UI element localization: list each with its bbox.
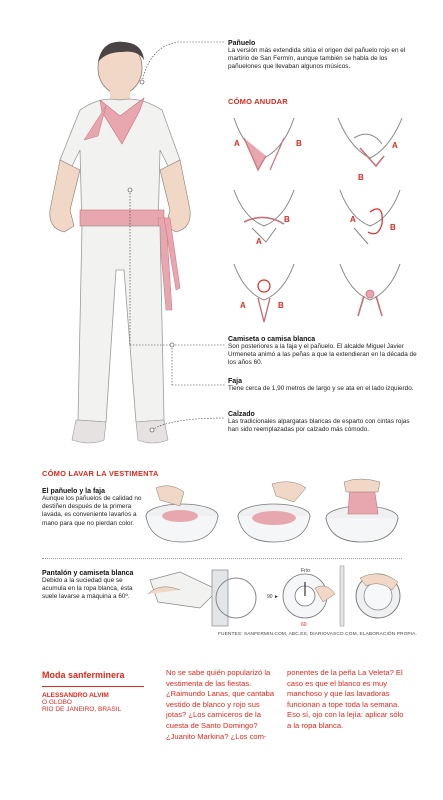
footer-location: RIO DE JANEIRO, BRASIL xyxy=(42,706,122,713)
footer-column-1: No se sabe quién popularizó la vestimenta de las fiestas. ¿Raimundo Lanas, que cantaba vestido de blanco y rojo sus jotas? ¿Los carniceros de la cuesta de Santo Domingo? ¿Juanito Markina? ¿Los com- xyxy=(166,668,275,741)
hand-wash-illustrations xyxy=(140,478,402,550)
pantalon-block xyxy=(42,570,140,602)
knot-step-5 xyxy=(214,256,314,334)
camiseta-block xyxy=(228,336,418,368)
sources-credit: FUENTES: SANFERMIN.COM, ABC.ES, DIARIOVASCO.COM, ELABORACIÓN PROPIA. xyxy=(218,632,417,637)
footer-section-title: Moda sanferminera xyxy=(42,670,125,680)
como-anudar-title: CÓMO ANUDAR xyxy=(228,97,288,106)
knot-step-2 xyxy=(320,108,420,186)
panuelo-block xyxy=(228,40,408,72)
knot-step-6 xyxy=(320,256,420,334)
calzado-title: Calzado xyxy=(228,411,255,418)
panuelo-faja-block xyxy=(42,488,142,528)
knot-label-b: B xyxy=(278,301,284,310)
camiseta-title: Camiseta o camisa blanca xyxy=(228,336,316,343)
knot-step-3 xyxy=(214,182,314,260)
footer-rule xyxy=(42,686,144,687)
dial-label-top: Frío xyxy=(301,568,310,574)
divider xyxy=(42,558,402,559)
knot-label-b: B xyxy=(390,223,396,232)
machine-wash-illustrations xyxy=(140,562,405,630)
camiseta-text: Son posteriores a la faja y el pañuelo. El alcalde Miguel Javier Urmeneta animó a las peñas a que la extendieran en la década de los años 60. xyxy=(228,343,417,367)
dial-label-left: 90 ► xyxy=(267,594,279,600)
pantalon-title: Pantalón y camiseta blanca xyxy=(42,570,134,577)
knot-label-a: A xyxy=(240,301,246,310)
knot-step-1 xyxy=(214,108,314,186)
knot-label-a: A xyxy=(256,237,262,246)
knot-steps-grid xyxy=(214,108,429,330)
panuelo-faja-title: El pañuelo y la faja xyxy=(42,488,106,495)
faja-text: Tiene cerca de 1,90 metros de largo y se ata en el lado izquierdo. xyxy=(228,385,414,392)
calzado-block xyxy=(228,411,413,434)
knot-label-a: A xyxy=(350,215,356,224)
faja-title: Faja xyxy=(228,378,243,385)
footer-byline xyxy=(42,670,152,713)
pantalon-text: Debido a la suciedad que se acumula en la ropa blanca, ésta suele lavarse a máquina a 60º. xyxy=(42,577,133,601)
calzado-text: Las tradicionales alpargatas blancas de esparto con cintas rojas han sido reemplazadas por calzado más cómodo. xyxy=(228,418,410,434)
knot-label-a: A xyxy=(234,139,240,148)
knot-label-b: B xyxy=(358,173,364,182)
panuelo-text: La versión más extendida sitúa el origen del pañuelo rojo en el martirio de San Fermín, aunque también se habla de los pañuelones que llevaban algunos músicos. xyxy=(228,47,406,71)
knot-label-b: B xyxy=(284,215,290,224)
knot-step-4 xyxy=(320,182,420,260)
faja-block xyxy=(228,378,418,393)
knot-label-b: B xyxy=(296,139,302,148)
knot-label-a: A xyxy=(392,141,398,150)
footer-column-2: ponentes de la peña La Veleta? El caso es que el blanco es muy manchoso y que las lavadoras funcionan a tope toda la semana. Eso sí, ojo con la lejía: aplicar sólo a la ropa blanca. xyxy=(287,668,404,730)
footer-author: ALESSANDRO ALVIM xyxy=(42,692,109,699)
panuelo-faja-text: Aunque los pañuelos de calidad no destiñen después de la primera lavada, es conveniente lavarlos a mano para que no pierdan color. xyxy=(42,495,142,527)
lavar-title: CÓMO LAVAR LA VESTIMENTA xyxy=(42,469,159,478)
panuelo-title: Pañuelo xyxy=(228,40,256,47)
dial-label-bottom: 60 xyxy=(301,622,307,628)
footer-org: O GLOBO xyxy=(42,699,72,706)
